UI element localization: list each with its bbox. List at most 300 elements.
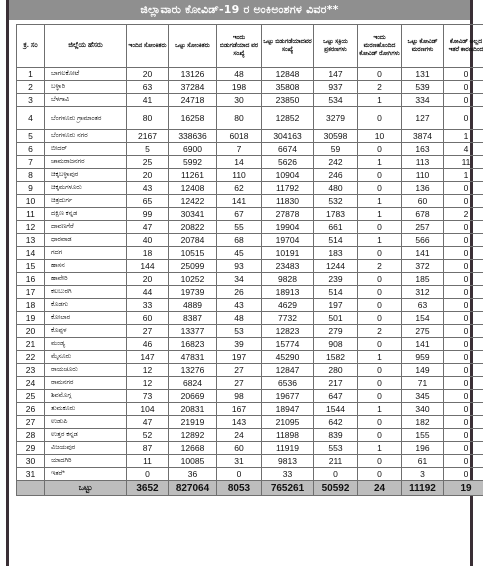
cell-today-cases: 73 xyxy=(127,390,169,403)
cell-total-cases: 16823 xyxy=(169,338,217,351)
cell-total-deaths: 372 xyxy=(402,260,444,273)
table-row xyxy=(17,299,483,312)
cell-total-deaths: 141 xyxy=(402,247,444,260)
cell-sl-no: 8 xyxy=(17,169,45,182)
cell-today-discharged: 45 xyxy=(217,247,262,260)
table-row xyxy=(17,208,483,221)
table-row xyxy=(17,416,483,429)
table-title: ಜಿಲ್ಲಾವಾರು ಕೋವಿಡ್-19 ರ ಅಂಕಿಅಂಶಗಳ ವಿವರ** xyxy=(9,0,470,20)
cell-today-discharged: 80 xyxy=(217,107,262,130)
cell-today-cases: 65 xyxy=(127,195,169,208)
totals-total-discharged: 765261 xyxy=(262,481,314,496)
cell-total-cases: 21919 xyxy=(169,416,217,429)
table-row xyxy=(17,325,483,338)
cell-sl-no: 11 xyxy=(17,208,45,221)
cell-total-discharged: 10904 xyxy=(262,169,314,182)
cell-active-cases: 501 xyxy=(314,312,358,325)
cell-district: ಕೊಪ್ಪಳ xyxy=(45,325,127,338)
cell-sl-no: 2 xyxy=(17,81,45,94)
cell-other-deaths: 0 xyxy=(444,390,483,403)
cell-today-deaths: 0 xyxy=(358,312,402,325)
cell-today-cases: 41 xyxy=(127,94,169,107)
cell-total-deaths: 113 xyxy=(402,156,444,169)
cell-today-cases: 47 xyxy=(127,416,169,429)
cell-district: ತುಮಕೂರು xyxy=(45,403,127,416)
cell-today-cases: 40 xyxy=(127,234,169,247)
cell-total-discharged: 6536 xyxy=(262,377,314,390)
cell-today-cases: 25 xyxy=(127,156,169,169)
cell-total-cases: 19739 xyxy=(169,286,217,299)
cell-today-cases: 20 xyxy=(127,169,169,182)
cell-total-deaths: 185 xyxy=(402,273,444,286)
cell-district: ರಾಮನಗರ xyxy=(45,377,127,390)
cell-today-discharged: 30 xyxy=(217,94,262,107)
table-row xyxy=(17,429,483,442)
cell-total-cases: 13126 xyxy=(169,68,217,81)
cell-total-cases: 12422 xyxy=(169,195,217,208)
cell-today-cases: 60 xyxy=(127,312,169,325)
cell-today-deaths: 0 xyxy=(358,468,402,481)
cell-active-cases: 937 xyxy=(314,81,358,94)
cell-total-discharged: 7732 xyxy=(262,312,314,325)
cell-active-cases: 279 xyxy=(314,325,358,338)
cell-today-discharged: 167 xyxy=(217,403,262,416)
cell-active-cases: 197 xyxy=(314,299,358,312)
cell-today-deaths: 1 xyxy=(358,195,402,208)
cell-total-deaths: 131 xyxy=(402,68,444,81)
header-total-discharged: ಒಟ್ಟು ಬಿಡುಗಡೆಯಾದವರ ಸಂಖ್ಯೆ xyxy=(262,25,314,68)
cell-today-deaths: 0 xyxy=(358,247,402,260)
header-today-discharged: ಇಂದು ಬಿಡುಗಡೆಯಾದ ವರ ಸಂಖ್ಯೆ xyxy=(217,25,262,68)
table-row xyxy=(17,468,483,481)
cell-today-discharged: 198 xyxy=(217,81,262,94)
cell-total-discharged: 10191 xyxy=(262,247,314,260)
cell-total-discharged: 18947 xyxy=(262,403,314,416)
cell-district: ಚಾಮರಾಜನಗರ xyxy=(45,156,127,169)
table-row xyxy=(17,442,483,455)
cell-today-cases: 12 xyxy=(127,377,169,390)
cell-total-cases: 13377 xyxy=(169,325,217,338)
cell-district: ಇತರೆ* xyxy=(45,468,127,481)
cell-other-deaths: 1 xyxy=(444,130,483,143)
cell-active-cases: 239 xyxy=(314,273,358,286)
cell-today-discharged: 93 xyxy=(217,260,262,273)
cell-total-cases: 5992 xyxy=(169,156,217,169)
cell-today-deaths: 0 xyxy=(358,68,402,81)
cell-district: ಬೀದರ್ xyxy=(45,143,127,156)
cell-sl-no: 5 xyxy=(17,130,45,143)
cell-today-cases: 80 xyxy=(127,107,169,130)
cell-active-cases: 661 xyxy=(314,221,358,234)
cell-today-cases: 63 xyxy=(127,81,169,94)
totals-label: ಒಟ್ಟು xyxy=(45,481,127,496)
cell-total-deaths: 149 xyxy=(402,364,444,377)
cell-today-deaths: 0 xyxy=(358,221,402,234)
cell-active-cases: 908 xyxy=(314,338,358,351)
cell-sl-no: 20 xyxy=(17,325,45,338)
table-row xyxy=(17,403,483,416)
cell-total-cases: 12408 xyxy=(169,182,217,195)
cell-total-discharged: 11830 xyxy=(262,195,314,208)
cell-today-cases: 12 xyxy=(127,364,169,377)
cell-total-discharged: 45290 xyxy=(262,351,314,364)
cell-total-deaths: 61 xyxy=(402,455,444,468)
table-row xyxy=(17,234,483,247)
cell-active-cases: 642 xyxy=(314,416,358,429)
cell-sl-no: 26 xyxy=(17,403,45,416)
cell-other-deaths: 0 xyxy=(444,221,483,234)
table-row xyxy=(17,455,483,468)
cell-total-cases: 6900 xyxy=(169,143,217,156)
cell-active-cases: 1244 xyxy=(314,260,358,273)
cell-today-cases: 87 xyxy=(127,442,169,455)
table-row xyxy=(17,94,483,107)
cell-sl-no: 31 xyxy=(17,468,45,481)
cell-other-deaths: 0 xyxy=(444,364,483,377)
cell-other-deaths: 0 xyxy=(444,195,483,208)
cell-district: ಮಂಡ್ಯ xyxy=(45,338,127,351)
cell-sl-no: 14 xyxy=(17,247,45,260)
cell-total-discharged: 12823 xyxy=(262,325,314,338)
cell-active-cases: 534 xyxy=(314,94,358,107)
cell-today-discharged: 24 xyxy=(217,429,262,442)
cell-total-discharged: 12847 xyxy=(262,364,314,377)
cell-other-deaths: 1 xyxy=(444,169,483,182)
cell-today-deaths: 0 xyxy=(358,455,402,468)
cell-active-cases: 1544 xyxy=(314,403,358,416)
cell-today-cases: 0 xyxy=(127,468,169,481)
cell-other-deaths: 0 xyxy=(444,94,483,107)
cell-today-discharged: 27 xyxy=(217,364,262,377)
cell-active-cases: 183 xyxy=(314,247,358,260)
totals-total-cases: 827064 xyxy=(169,481,217,496)
table-row xyxy=(17,68,483,81)
cell-total-discharged: 23483 xyxy=(262,260,314,273)
cell-today-cases: 33 xyxy=(127,299,169,312)
cell-total-deaths: 312 xyxy=(402,286,444,299)
table-row xyxy=(17,286,483,299)
cell-district: ಉಡುಪಿ xyxy=(45,416,127,429)
cell-district: ಚಿತ್ರದುರ್ಗ xyxy=(45,195,127,208)
cell-total-cases: 20831 xyxy=(169,403,217,416)
header-row xyxy=(17,25,483,68)
cell-total-cases: 37284 xyxy=(169,81,217,94)
cell-today-cases: 5 xyxy=(127,143,169,156)
cell-today-discharged: 68 xyxy=(217,234,262,247)
totals-row xyxy=(17,481,483,496)
cell-sl-no: 22 xyxy=(17,351,45,364)
cell-today-cases: 46 xyxy=(127,338,169,351)
cell-other-deaths: 0 xyxy=(444,247,483,260)
cell-total-cases: 10515 xyxy=(169,247,217,260)
cell-today-deaths: 1 xyxy=(358,156,402,169)
cell-active-cases: 532 xyxy=(314,195,358,208)
cell-today-deaths: 2 xyxy=(358,325,402,338)
cell-total-discharged: 19704 xyxy=(262,234,314,247)
cell-other-deaths: 0 xyxy=(444,81,483,94)
cell-today-deaths: 2 xyxy=(358,260,402,273)
cell-today-deaths: 0 xyxy=(358,107,402,130)
cell-total-deaths: 678 xyxy=(402,208,444,221)
cell-total-cases: 4889 xyxy=(169,299,217,312)
cell-today-deaths: 0 xyxy=(358,299,402,312)
cell-sl-no: 23 xyxy=(17,364,45,377)
cell-today-discharged: 197 xyxy=(217,351,262,364)
cell-today-discharged: 55 xyxy=(217,221,262,234)
cell-active-cases: 3279 xyxy=(314,107,358,130)
cell-today-cases: 47 xyxy=(127,221,169,234)
cell-today-deaths: 0 xyxy=(358,143,402,156)
cell-today-discharged: 0 xyxy=(217,468,262,481)
cell-today-deaths: 2 xyxy=(358,81,402,94)
cell-today-discharged: 110 xyxy=(217,169,262,182)
cell-other-deaths: 0 xyxy=(444,455,483,468)
table-row xyxy=(17,156,483,169)
cell-active-cases: 0 xyxy=(314,468,358,481)
cell-other-deaths: 11 xyxy=(444,156,483,169)
cell-total-deaths: 154 xyxy=(402,312,444,325)
cell-today-deaths: 0 xyxy=(358,377,402,390)
cell-active-cases: 1582 xyxy=(314,351,358,364)
cell-active-cases: 242 xyxy=(314,156,358,169)
cell-total-deaths: 257 xyxy=(402,221,444,234)
cell-sl-no: 13 xyxy=(17,234,45,247)
cell-total-discharged: 6674 xyxy=(262,143,314,156)
cell-today-discharged: 39 xyxy=(217,338,262,351)
cell-active-cases: 553 xyxy=(314,442,358,455)
cell-today-discharged: 141 xyxy=(217,195,262,208)
cell-active-cases: 280 xyxy=(314,364,358,377)
table-row xyxy=(17,364,483,377)
cell-total-discharged: 11792 xyxy=(262,182,314,195)
cell-total-discharged: 9828 xyxy=(262,273,314,286)
totals-active-cases: 50592 xyxy=(314,481,358,496)
cell-total-cases: 47831 xyxy=(169,351,217,364)
header-sl-no: ಕ್ರ. ಸಂ xyxy=(17,25,45,68)
cell-active-cases: 30598 xyxy=(314,130,358,143)
cell-other-deaths: 0 xyxy=(444,182,483,195)
table-row xyxy=(17,273,483,286)
cell-total-deaths: 959 xyxy=(402,351,444,364)
cell-total-cases: 8387 xyxy=(169,312,217,325)
table-row xyxy=(17,107,483,130)
cell-district: ಚಿಕ್ಕಮಗಳೂರು xyxy=(45,182,127,195)
table-row xyxy=(17,260,483,273)
cell-other-deaths: 0 xyxy=(444,429,483,442)
cell-sl-no: 9 xyxy=(17,182,45,195)
cell-total-deaths: 60 xyxy=(402,195,444,208)
cell-total-deaths: 566 xyxy=(402,234,444,247)
cell-other-deaths: 0 xyxy=(444,68,483,81)
cell-sl-no: 30 xyxy=(17,455,45,468)
header-today-cases: ಇಂದಿನ ಸೋಂಕಿತರು xyxy=(127,25,169,68)
cell-today-cases: 27 xyxy=(127,325,169,338)
totals-other-deaths: 19 xyxy=(444,481,483,496)
table-row xyxy=(17,130,483,143)
cell-today-cases: 2167 xyxy=(127,130,169,143)
cell-other-deaths: 0 xyxy=(444,442,483,455)
cell-sl-no: 4 xyxy=(17,107,45,130)
cell-today-deaths: 10 xyxy=(358,130,402,143)
cell-today-discharged: 27 xyxy=(217,377,262,390)
cell-today-deaths: 0 xyxy=(358,273,402,286)
totals-sl-cell xyxy=(17,481,45,496)
header-today-deaths: ಇಂದು ಮರಣಹೊಂದಿದ ಕೋವಿಡ್ ರೋಗಿಗಳು xyxy=(358,25,402,68)
cell-total-discharged: 4629 xyxy=(262,299,314,312)
cell-district: ಉತ್ತರ ಕನ್ನಡ xyxy=(45,429,127,442)
totals-today-discharged: 8053 xyxy=(217,481,262,496)
cell-today-deaths: 0 xyxy=(358,364,402,377)
table-row xyxy=(17,377,483,390)
cell-today-cases: 43 xyxy=(127,182,169,195)
cell-total-deaths: 3874 xyxy=(402,130,444,143)
cell-other-deaths: 0 xyxy=(444,377,483,390)
table-row xyxy=(17,182,483,195)
cell-district: ಮೈಸೂರು xyxy=(45,351,127,364)
cell-total-discharged: 304163 xyxy=(262,130,314,143)
cell-active-cases: 480 xyxy=(314,182,358,195)
cell-other-deaths: 0 xyxy=(444,403,483,416)
cell-today-cases: 104 xyxy=(127,403,169,416)
cell-total-deaths: 71 xyxy=(402,377,444,390)
cell-other-deaths: 0 xyxy=(444,312,483,325)
cell-total-cases: 11261 xyxy=(169,169,217,182)
cell-other-deaths: 0 xyxy=(444,416,483,429)
cell-other-deaths: 0 xyxy=(444,468,483,481)
cell-district: ಬಾಗಲಕೋಟೆ xyxy=(45,68,127,81)
cell-total-cases: 24718 xyxy=(169,94,217,107)
cell-today-deaths: 1 xyxy=(358,234,402,247)
cell-total-discharged: 19677 xyxy=(262,390,314,403)
cell-other-deaths: 2 xyxy=(444,208,483,221)
cell-sl-no: 27 xyxy=(17,416,45,429)
cell-total-deaths: 163 xyxy=(402,143,444,156)
cell-today-cases: 52 xyxy=(127,429,169,442)
cell-other-deaths: 0 xyxy=(444,299,483,312)
cell-sl-no: 19 xyxy=(17,312,45,325)
header-total-cases: ಒಟ್ಟು ಸೋಂಕಿತರು xyxy=(169,25,217,68)
cell-total-discharged: 11898 xyxy=(262,429,314,442)
cell-district: ಚಿಕ್ಕಬಳ್ಳಾಪುರ xyxy=(45,169,127,182)
table-row xyxy=(17,351,483,364)
cell-district: ಕೊಡಗು xyxy=(45,299,127,312)
cell-active-cases: 514 xyxy=(314,286,358,299)
cell-total-discharged: 18913 xyxy=(262,286,314,299)
district-covid-table xyxy=(16,24,483,496)
cell-total-deaths: 196 xyxy=(402,442,444,455)
cell-total-deaths: 136 xyxy=(402,182,444,195)
cell-today-deaths: 0 xyxy=(358,390,402,403)
header-other-deaths: ಕೋವಿಡ್ ಅಲ್ಲದ ಇತರೆ ಕಾರಣದಿಂದ xyxy=(444,25,483,68)
cell-total-deaths: 345 xyxy=(402,390,444,403)
cell-other-deaths: 0 xyxy=(444,325,483,338)
cell-total-discharged: 19904 xyxy=(262,221,314,234)
cell-total-discharged: 23850 xyxy=(262,94,314,107)
cell-sl-no: 21 xyxy=(17,338,45,351)
cell-other-deaths: 0 xyxy=(444,234,483,247)
cell-sl-no: 16 xyxy=(17,273,45,286)
header-district: ಜಿಲ್ಲೆಯ ಹೆಸರು xyxy=(45,25,127,68)
cell-today-deaths: 1 xyxy=(358,351,402,364)
cell-total-cases: 6824 xyxy=(169,377,217,390)
totals-total-deaths: 11192 xyxy=(402,481,444,496)
cell-other-deaths: 0 xyxy=(444,273,483,286)
cell-total-cases: 13276 xyxy=(169,364,217,377)
cell-active-cases: 839 xyxy=(314,429,358,442)
cell-total-cases: 10085 xyxy=(169,455,217,468)
cell-district: ದಾವಣಗೆರೆ xyxy=(45,221,127,234)
cell-active-cases: 217 xyxy=(314,377,358,390)
cell-district: ಕಲಬುರಗಿ xyxy=(45,286,127,299)
cell-district: ಬೆಂಗಳೂರು ನಗರ xyxy=(45,130,127,143)
cell-today-cases: 44 xyxy=(127,286,169,299)
cell-total-deaths: 110 xyxy=(402,169,444,182)
cell-sl-no: 1 xyxy=(17,68,45,81)
cell-today-deaths: 0 xyxy=(358,286,402,299)
cell-active-cases: 147 xyxy=(314,68,358,81)
cell-today-deaths: 1 xyxy=(358,442,402,455)
cell-total-deaths: 539 xyxy=(402,81,444,94)
table-body xyxy=(17,68,483,481)
cell-district: ಹಾವೇರಿ xyxy=(45,273,127,286)
cell-total-discharged: 35808 xyxy=(262,81,314,94)
cell-today-discharged: 26 xyxy=(217,286,262,299)
cell-total-discharged: 33 xyxy=(262,468,314,481)
cell-today-cases: 20 xyxy=(127,68,169,81)
cell-other-deaths: 0 xyxy=(444,351,483,364)
cell-total-cases: 25099 xyxy=(169,260,217,273)
cell-district: ಕೋಲಾರ xyxy=(45,312,127,325)
cell-sl-no: 25 xyxy=(17,390,45,403)
cell-active-cases: 1783 xyxy=(314,208,358,221)
cell-sl-no: 17 xyxy=(17,286,45,299)
cell-other-deaths: 4 xyxy=(444,143,483,156)
cell-total-cases: 16258 xyxy=(169,107,217,130)
cell-today-deaths: 1 xyxy=(358,403,402,416)
cell-total-deaths: 63 xyxy=(402,299,444,312)
table-row xyxy=(17,143,483,156)
cell-total-deaths: 275 xyxy=(402,325,444,338)
cell-sl-no: 7 xyxy=(17,156,45,169)
cell-district: ಶಿವಮೊಗ್ಗ xyxy=(45,390,127,403)
table-row xyxy=(17,81,483,94)
cell-other-deaths: 0 xyxy=(444,286,483,299)
cell-total-deaths: 141 xyxy=(402,338,444,351)
cell-total-discharged: 27878 xyxy=(262,208,314,221)
cell-today-discharged: 6018 xyxy=(217,130,262,143)
cell-total-cases: 20784 xyxy=(169,234,217,247)
cell-today-deaths: 1 xyxy=(358,94,402,107)
cell-today-deaths: 0 xyxy=(358,182,402,195)
cell-total-cases: 338636 xyxy=(169,130,217,143)
header-total-deaths: ಒಟ್ಟು ಕೋವಿಡ್ ಮರಣಗಳು xyxy=(402,25,444,68)
cell-today-discharged: 67 xyxy=(217,208,262,221)
table-row xyxy=(17,247,483,260)
table-row xyxy=(17,221,483,234)
cell-district: ಬೆಂಗಳೂರು ಗ್ರಾಮಾಂತರ xyxy=(45,107,127,130)
cell-district: ಬಳ್ಳಾರಿ xyxy=(45,81,127,94)
cell-district: ಹಾಸನ xyxy=(45,260,127,273)
cell-today-discharged: 48 xyxy=(217,68,262,81)
totals-today-deaths: 24 xyxy=(358,481,402,496)
table-row xyxy=(17,312,483,325)
cell-total-cases: 20822 xyxy=(169,221,217,234)
cell-today-cases: 147 xyxy=(127,351,169,364)
cell-total-cases: 12668 xyxy=(169,442,217,455)
cell-active-cases: 246 xyxy=(314,169,358,182)
cell-sl-no: 12 xyxy=(17,221,45,234)
cell-today-discharged: 31 xyxy=(217,455,262,468)
